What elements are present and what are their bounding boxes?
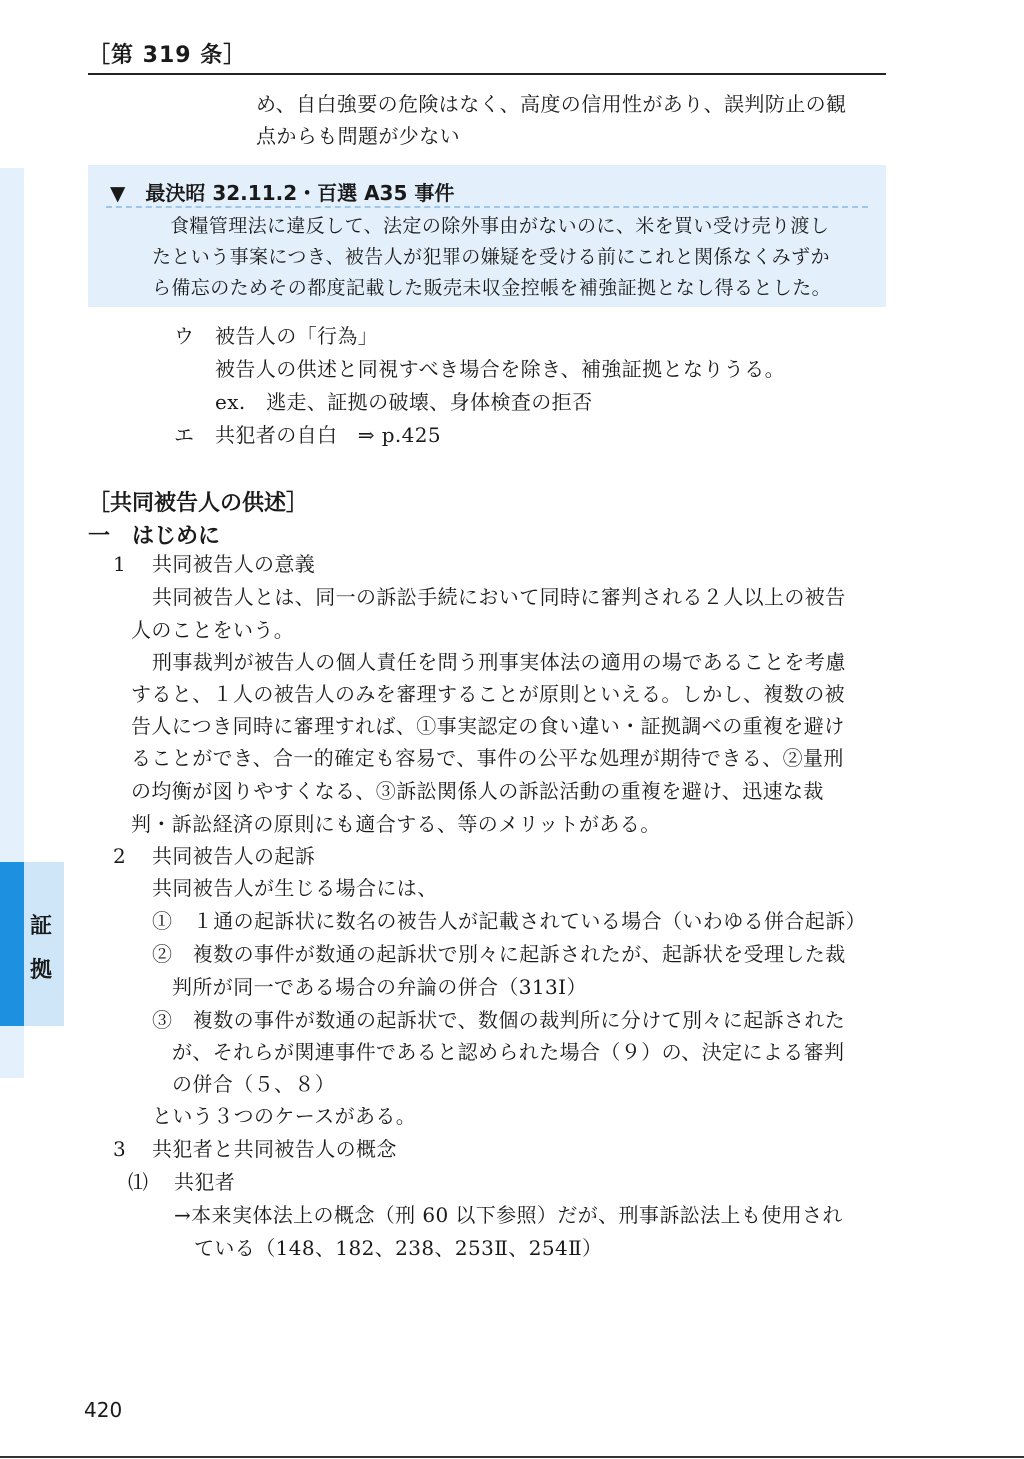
item-u-line-2: ex. 逃走、証拠の破壊、身体検査の拒否 [215, 390, 593, 414]
item-u-label: ウ [174, 324, 195, 348]
side-tab-char-1: 証 [30, 914, 53, 939]
paragraph-4-line-1: という３つのケースがある。 [152, 1104, 417, 1128]
intro-line-1: め、自白強要の危険はなく、高度の信用性があり、誤判防止の観 [256, 92, 847, 116]
case-type-2-line-1: ② 複数の事件が数通の起訴状で別々に起訴されたが、起訴状を受理した裁 [152, 942, 846, 966]
case-type-3-line-1: ③ 複数の事件が数通の起訴状で、数個の裁判所に分けて別々に起訴された [152, 1008, 846, 1032]
side-tab [0, 862, 24, 1026]
paragraph-2-line-3: 告人につき同時に審理すれば、①事実認定の食い違い・証拠調べの重複を避け [131, 714, 845, 738]
page-number: 420 [84, 1398, 123, 1422]
item-2-title: 共同被告人の起訴 [152, 844, 316, 868]
case-type-2-line-2: 判所が同一である場合の弁論の併合（313Ⅰ） [172, 975, 587, 999]
intro-line-2: 点からも問題が少ない [256, 124, 460, 148]
header-rule [88, 73, 886, 75]
section-title: ［共同被告人の供述］ [88, 491, 309, 516]
case-type-3-line-2: が、それらが関連事件であると認められた場合（９）の、決定による審判 [172, 1040, 845, 1064]
paragraph-2-line-5: の均衡が図りやすくなる、③訴訟関係人の訴訟活動の重複を避け、迅速な裁 [131, 779, 824, 803]
article-header: ［第 319 条］ [88, 43, 247, 68]
paragraph-1-line-2: 人のことをいう。 [131, 618, 295, 642]
item-1-title: 共同被告人の意義 [152, 552, 316, 576]
item-u-title: 被告人の「行為」 [215, 324, 379, 348]
side-tab-char-2: 拠 [30, 958, 53, 983]
item-e-title: 共犯者の自白 ⇒ p.425 [215, 423, 442, 447]
case-divider [106, 206, 868, 208]
paragraph-2-line-6: 判・訴訟経済の原則にも適合する、等のメリットがある。 [131, 812, 661, 836]
paragraph-1-line-1: 共同被告人とは、同一の訴訟手続において同時に審判される２人以上の被告 [152, 585, 846, 609]
sub-item-1-number: ⑴ [128, 1170, 149, 1194]
item-1-number: 1 [113, 552, 127, 576]
paragraph-2-line-4: ることができ、合一的確定も容易で、事件の公平な処理が期待できる、②量刑 [131, 746, 844, 770]
case-line-2: たという事案につき、被告人が犯罪の嫌疑を受ける前にこれと関係なくみずか [152, 246, 830, 268]
item-2-number: 2 [113, 844, 127, 868]
item-u-line-1: 被告人の供述と同視すべき場合を除き、補強証拠となりうる。 [215, 357, 785, 381]
sub-item-1-line-1: →本来実体法上の概念（刑 60 以下参照）だが、刑事訴訟法上も使用され [174, 1203, 843, 1227]
paragraph-2-line-2: すると、１人の被告人のみを審理することが原則といえる。しかし、複数の被 [131, 682, 845, 706]
footer-rule [0, 1456, 1024, 1458]
case-title: ▼ 最決昭 32.11.2・百選 A35 事件 [110, 181, 455, 205]
case-type-1-line-1: ① １通の起訴状に数名の被告人が記載されている場合（いわゆる併合起訴） [152, 909, 866, 933]
subsection-title: 一 はじめに [88, 524, 221, 549]
sub-item-1-title: 共犯者 [174, 1170, 236, 1194]
sub-item-1-line-2: ている（148、182、238、253Ⅱ、254Ⅱ） [194, 1236, 603, 1260]
case-line-1: 食糧管理法に違反して、法定の除外事由がないのに、米を買い受け売り渡し [170, 215, 830, 237]
item-3-number: 3 [113, 1137, 127, 1161]
paragraph-3-line-1: 共同被告人が生じる場合には、 [152, 876, 438, 900]
item-3-title: 共犯者と共同被告人の概念 [152, 1137, 397, 1161]
paragraph-2-line-1: 刑事裁判が被告人の個人責任を問う刑事実体法の適用の場であることを考慮 [152, 650, 846, 674]
case-type-3-line-3: の併合（５、８） [172, 1072, 336, 1096]
case-line-3: ら備忘のためその都度記載した販売未収金控帳を補強証拠となし得るとした。 [152, 277, 832, 299]
item-e-label: エ [174, 423, 195, 447]
